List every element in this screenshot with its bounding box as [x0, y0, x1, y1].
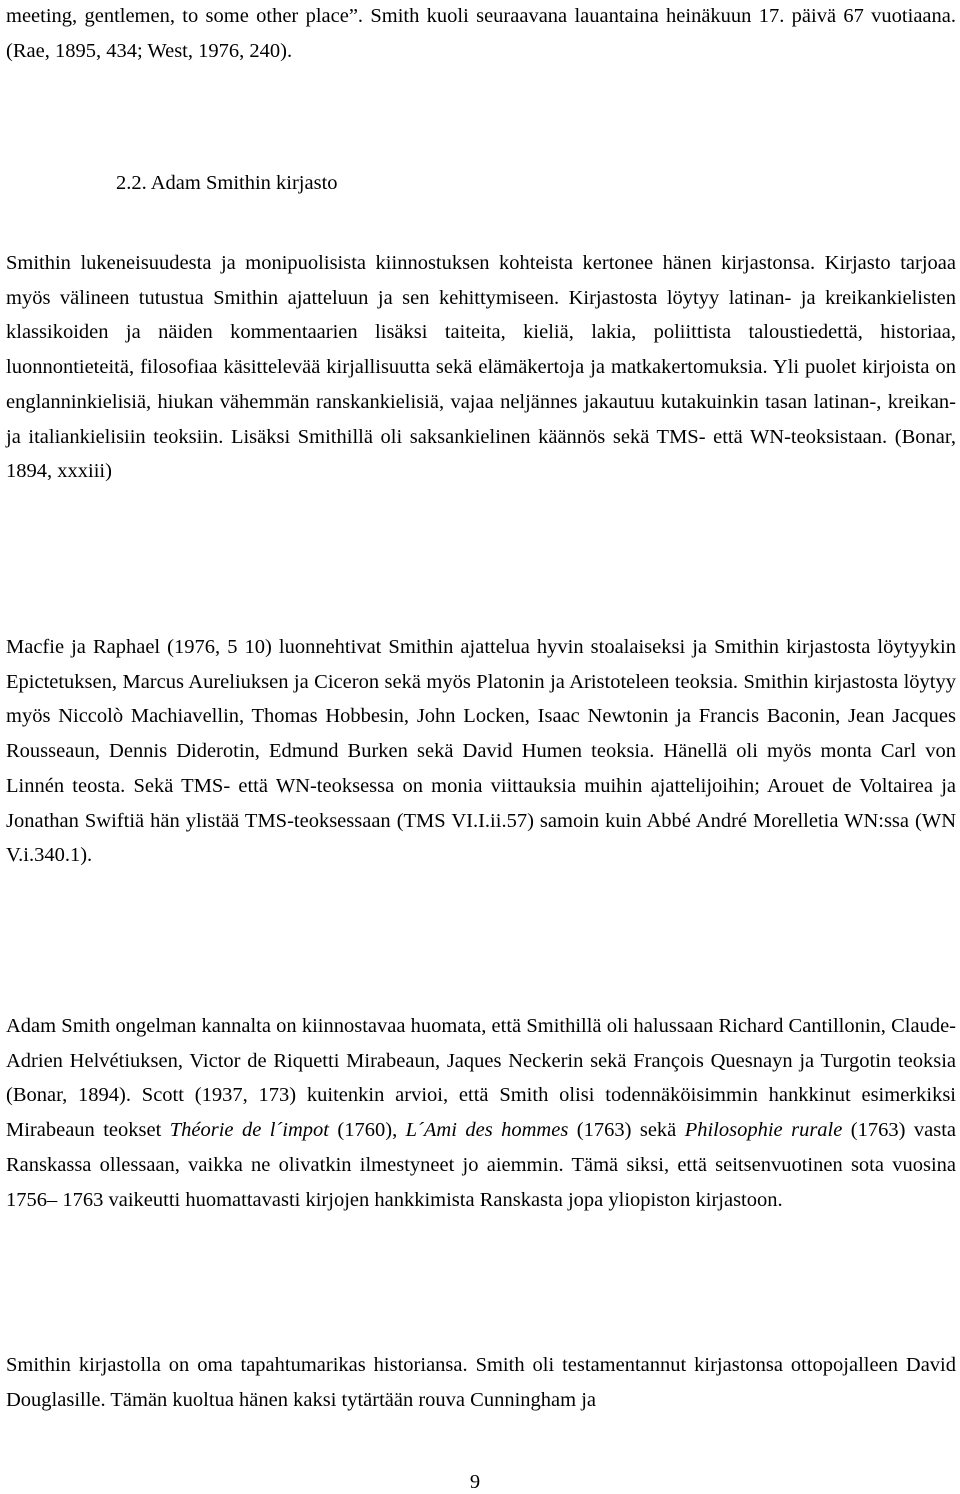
- paragraph-library-history: Smithin kirjastolla on oma tapahtumarikas historiansa. Smith oli testamentannut kirjastonsa ottopojalleen David Douglasille. Tämän kuoltua hänen kaksi tytärtään rouva Cunningham ja: [6, 1354, 956, 1411]
- section-heading-number: 2.2.: [116, 172, 147, 194]
- book-title-ami-des-hommes: L´Ami des hommes: [405, 1119, 569, 1142]
- document-page: [6, 0, 956, 1493]
- paragraph-french-authors: [6, 1009, 956, 1217]
- book-title-theorie: Théorie de l´impot: [169, 1119, 329, 1142]
- section-heading: [116, 166, 338, 201]
- paragraph-text-segment: (1763) vasta Ranskassa ollessaan, vaikka ne olivatkin ilmestyneet jo aiemmin. Tämä siksi, että seitsenvuotinen sota vuosina 1756– 1763 vaikeutti huomattavasti kirjojen hankkimista Ranskasta jopa yliopiston kirjastoon.: [6, 1119, 957, 1211]
- book-title-philosophie-rurale: Philosophie rurale: [684, 1119, 843, 1142]
- paragraph-stoic-authors: Macfie ja Raphael (1976, 5 10) luonnehtivat Smithin ajattelua hyvin stoalaiseksi ja Smithin kirjastosta löytyykin Epictetuksen, Marcus Aureliuksen ja Ciceron sekä myös Platonin ja Aristoteleen teoksia. Smithin kirjastosta löytyy myös Niccolò Machiavellin, Thomas Hobbesin, John Locken, Isaac Newtonin ja Francis Baconin, Jean Jacques Rousseaun, Dennis Diderotin, Edmund Burken sekä David Humen teoksia. Hänellä oli myös monta Carl von Linnén teosta. Sekä TMS- että WN-teoksessa on monia viittauksia muihin ajattelijoihin; Arouet de Voltairea ja Jonathan Swiftiä hän ylistää TMS-teoksessaan (TMS VI.I.ii.57) samoin kuin Abbé André Morelletia WN:ssa (WN V.i.340.1).: [6, 636, 956, 867]
- paragraph-library-overview: Smithin lukeneisuudesta ja monipuolisista kiinnostuksen kohteista kertonee hänen kirjastonsa. Kirjasto tarjoaa myös välineen tutustua Smithin ajatteluun ja sen kehittymiseen. Kirjastosta löytyy latinan- ja kreikankielisten klassikoiden ja näiden kommentaarien lisäksi taiteita, kieliä, lakia, poliittista taloustiedettä, historiaa, luonnontieteitä, filosofiaa käsittelevää kirjallisuutta sekä elämäkertoja ja matkakertomuksia. Yli puolet kirjoista on englanninkielisiä, hiukan vähemmän ranskankielisiä, vajaa neljännes jakautuu kutakuinkin tasan latinan-, kreikan- ja italiankielisiin teoksiin. Lisäksi Smithillä oli saksankielinen käännös sekä TMS- että WN-teoksistaan. (Bonar, 1894, xxxiii): [6, 252, 956, 483]
- section-heading-title: Adam Smithin kirjasto: [150, 172, 338, 194]
- paragraph-text-segment: (1763) sekä: [568, 1119, 685, 1142]
- paragraph-text-segment: Adam Smith ongelman kannalta on kiinnostavaa huomata, että Smithillä oli halussaan Richard Cantillonin, Claude-Adrien Helvétiuksen, Victor de Riquetti Mirabeaun, Jaques Neckerin sekä François Quesnayn ja Turgotin teoksia (Bonar, 1894). Scott (1937, 173) kuitenkin arvioi, että Smith olisi todennäköisimmin hankkinut esimerkiksi Mirabeaun teokset: [6, 1015, 956, 1142]
- top-paragraph: meeting, gentlemen, to some other place”. Smith kuoli seuraavana lauantaina heinäkuun 17. päivä 67 vuotiaana. (Rae, 1895, 434; West, 1976, 240).: [6, 5, 956, 62]
- paragraph-text-segment: (1760),: [328, 1119, 406, 1142]
- page-number: 9: [469, 1471, 481, 1493]
